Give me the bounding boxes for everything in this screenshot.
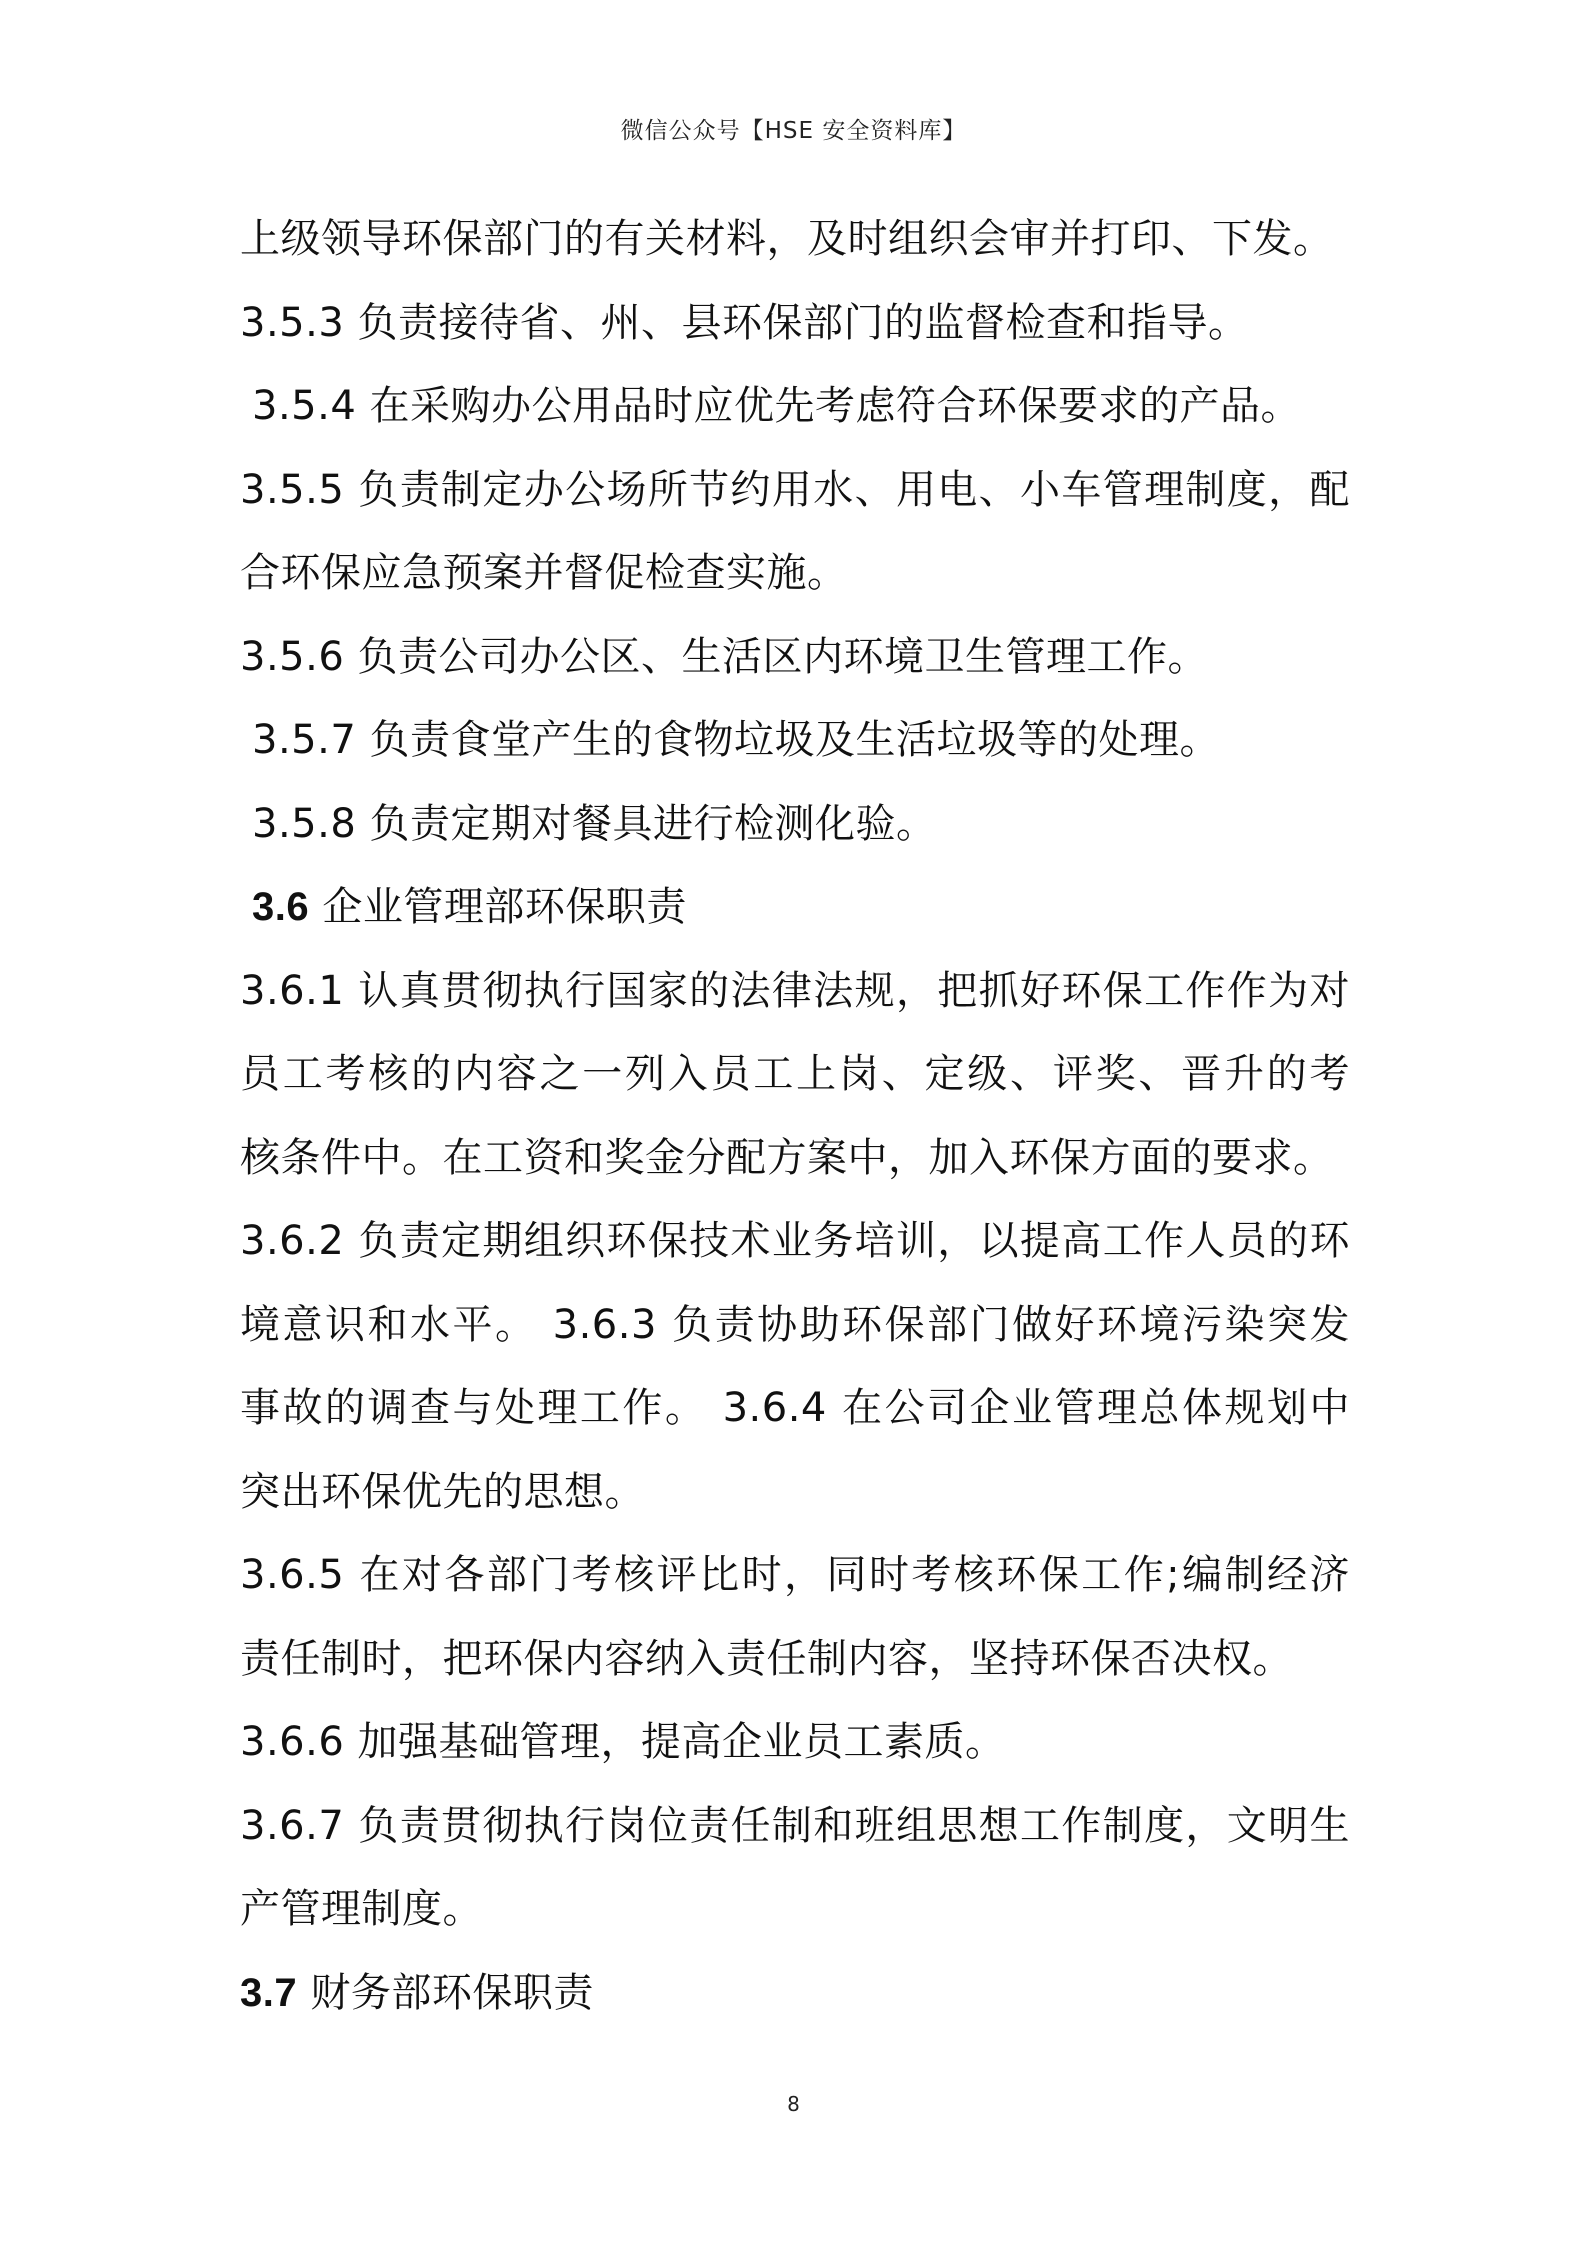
document-body	[240, 198, 1350, 2035]
item-3-6-4-line: 突出环保优先的思想。	[240, 1468, 645, 1515]
item-3-6-1-line-2: 员工考核的内容之一列入员工上岗、定级、评奖、晋升的考	[240, 1051, 1350, 1097]
item-3-5-5-line-2: 合环保应急预案并督促检查实施。	[240, 550, 848, 596]
item-3-5-7: 3.5.7 负责食堂产生的食物垃圾及生活垃圾等的处理。	[252, 717, 1220, 763]
item-3-5-4: 3.5.4 在采购办公用品时应优先考虑符合环保要求的产品。	[252, 383, 1301, 429]
item-3-5-5-line-1: 3.5.5 负责制定办公场所节约用水、用电、小车管理制度，配	[240, 466, 1350, 513]
section-number-3-6: 3.6	[252, 885, 310, 929]
paragraph-line: 上级领导环保部门的有关材料，及时组织会审并打印、下发。	[240, 216, 1334, 262]
item-3-6-5-line-1: 3.6.5 在对各部门考核评比时，同时考核环保工作;编制经济	[240, 1552, 1350, 1598]
item-3-6-7-line-1: 3.6.7 负责贯彻执行岗位责任制和班组思想工作制度，文明生	[240, 1802, 1350, 1849]
item-3-6-1-line-1: 3.6.1 认真贯彻执行国家的法律法规，把抓好环保工作作为对	[240, 967, 1350, 1014]
section-number-3-7: 3.7	[240, 1970, 298, 2015]
item-3-6-3-line: 事故的调查与处理工作。 3.6.4 在公司企业管理总体规划中	[240, 1385, 1350, 1431]
section-heading-3-7	[240, 1952, 1350, 2036]
item-3-6-1-line-3: 核条件中。在工资和奖金分配方案中，加入环保方面的要求。	[240, 1134, 1334, 1181]
item-3-6-5-line-2: 责任制时，把环保内容纳入责任制内容，坚持环保否决权。	[240, 1635, 1293, 1682]
page-header: 微信公众号【HSE 安全资料库】	[620, 118, 967, 144]
item-3-6-2-line-2: 境意识和水平。 3.6.3 负责协助环保部门做好环境污染突发	[240, 1301, 1350, 1348]
page-number: 8	[787, 2092, 800, 2116]
section-heading-3-6	[240, 866, 1350, 950]
item-3-6-7-line-2: 产管理制度。	[240, 1886, 483, 1932]
item-3-6-2-line-1: 3.6.2 负责定期组织环保技术业务培训，以提高工作人员的环	[240, 1218, 1350, 1264]
item-3-5-6: 3.5.6 负责公司办公区、生活区内环境卫生管理工作。	[240, 633, 1208, 680]
section-title-3-6: 企业管理部环保职责	[322, 884, 687, 930]
item-3-6-6: 3.6.6 加强基础管理，提高企业员工素质。	[240, 1719, 1006, 1765]
section-title-3-7: 财务部环保职责	[310, 1969, 594, 2016]
item-3-5-3: 3.5.3 负责接待省、州、县环保部门的监督检查和指导。	[240, 299, 1249, 346]
item-3-5-8: 3.5.8 负责定期对餐具进行检测化验。	[252, 800, 937, 847]
